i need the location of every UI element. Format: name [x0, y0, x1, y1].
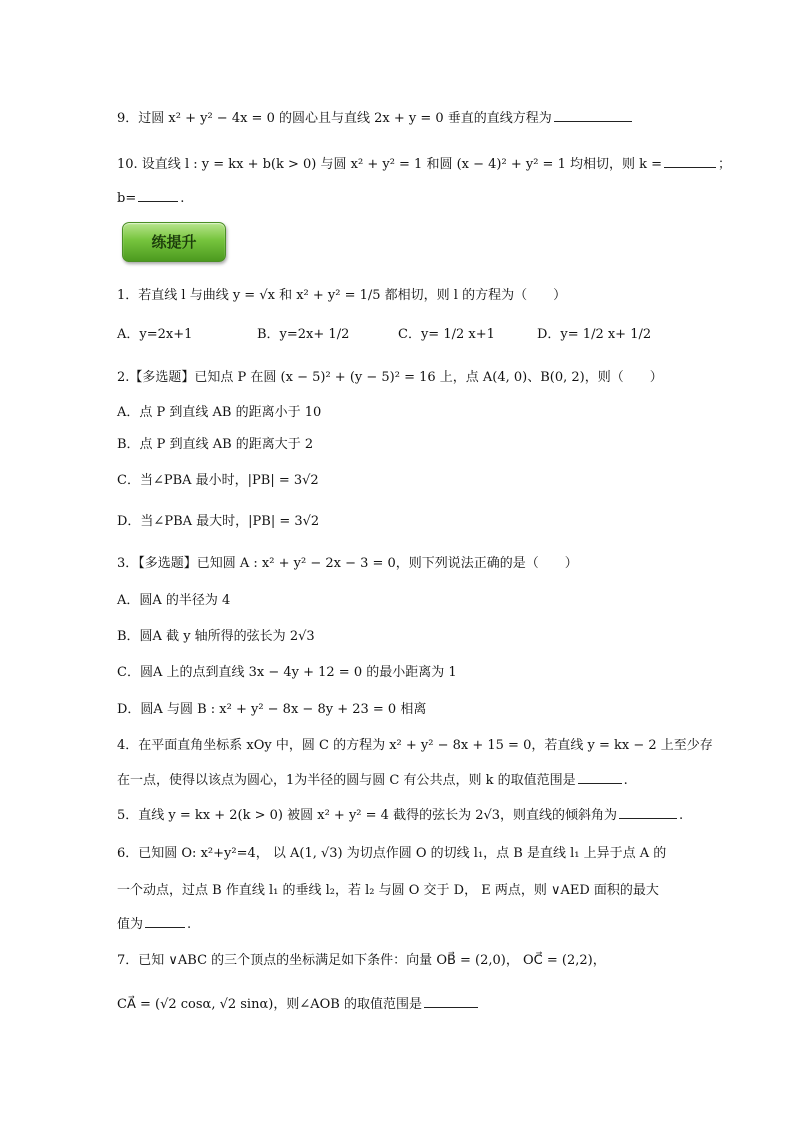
problem-7-line1: 7．已知 ∨ABC 的三个顶点的坐标满足如下条件：向量 OB⃗ = (2,0)， OC⃗ = (2,2)，	[117, 953, 606, 968]
problem-6-line2: 一个动点，过点 B 作直线 l₁ 的垂线 l₂，若 l₂ 与圆 O 交于 D， E 两点，则 ∨AED 面积的最大	[117, 883, 659, 898]
problem-1-stem: 1．若直线 l 与曲线 y = √x 和 x² + y² = 1/5 都相切，则 l 的方程为（ ）	[117, 288, 567, 303]
question-10-line2	[117, 188, 184, 208]
problem-6-line1: 6．已知圆 O: x²+y²=4， 以 A(1, √3) 为切点作圆 O 的切线 l₁，点 B 是直线 l₁ 上异于点 A 的	[117, 846, 667, 861]
problem-1-option-c[interactable]: C．y= 1/2 x+1	[398, 327, 495, 342]
problem-2-stem: 2.【多选题】已知点 P 在圆 (x − 5)² + (y − 5)² = 16 上，点 A(4, 0)、B(0, 2)，则（ ）	[117, 370, 663, 385]
problem-1-option-b[interactable]: B．y=2x+ 1/2	[257, 327, 350, 342]
problem-2-option-b[interactable]: B．点 P 到直线 AB 的距离大于 2	[117, 437, 314, 452]
problem-7-text: CA⃗ = (√2 cosα, √2 sinα)，则∠AOB 的取值范围是	[117, 997, 422, 1012]
answer-blank[interactable]	[554, 108, 632, 122]
answer-blank[interactable]	[145, 914, 185, 928]
answer-blank[interactable]	[424, 994, 478, 1008]
problem-6-line3	[117, 914, 191, 934]
problem-4-line1: 4．在平面直角坐标系 xOy 中，圆 C 的方程为 x² + y² − 8x + 15 = 0，若直线 y = kx − 2 上至少存	[117, 738, 713, 753]
problem-3-option-d[interactable]: D．圆A 与圆 B : x² + y² − 8x − 8y + 23 = 0 相离	[117, 702, 427, 717]
problem-3-stem: 3．【多选题】已知圆 A : x² + y² − 2x − 3 = 0，则下列说法正确的是（ ）	[117, 556, 578, 571]
problem-3-option-c[interactable]: C．圆A 上的点到直线 3x − 4y + 12 = 0 的最小距离为 1	[117, 665, 457, 680]
question-10-b-label: b=	[117, 191, 137, 206]
punctuation: .	[623, 773, 628, 788]
problem-4-line2	[117, 770, 628, 790]
punctuation: .	[187, 917, 192, 932]
problem-3-option-a[interactable]: A．圆A 的半径为 4	[117, 593, 231, 608]
problem-1-option-a[interactable]: A．y=2x+1	[117, 327, 193, 342]
answer-blank[interactable]	[578, 770, 622, 784]
problem-5-text: 5．直线 y = kx + 2(k > 0) 被圆 x² + y² = 4 截得的弦长为 2√3，则直线的倾斜角为	[117, 808, 618, 823]
problem-6-text: 值为	[117, 917, 144, 932]
answer-blank[interactable]	[619, 805, 677, 819]
problem-1-option-d[interactable]: D．y= 1/2 x+ 1/2	[537, 327, 652, 342]
punctuation: .	[679, 808, 684, 823]
section-badge: 练提升	[122, 222, 226, 262]
question-10-line1	[117, 154, 731, 174]
question-9	[117, 108, 634, 128]
question-10-text: 10. 设直线 l : y = kx + b(k > 0) 与圆 x² + y² = 1 和圆 (x − 4)² + y² = 1 均相切，则 k =	[117, 157, 663, 172]
problem-2-option-d[interactable]: D．当∠PBA 最大时，|PB| = 3√2	[117, 514, 320, 529]
problem-2-option-a[interactable]: A．点 P 到直线 AB 的距离小于 10	[117, 405, 322, 420]
problem-5	[117, 805, 683, 825]
problem-7-line2	[117, 994, 480, 1014]
problem-3-option-b[interactable]: B．圆A 截 y 轴所得的弦长为 2√3	[117, 629, 315, 644]
answer-blank-k[interactable]	[664, 154, 716, 168]
problem-2-option-c[interactable]: C．当∠PBA 最小时，|PB| = 3√2	[117, 473, 319, 488]
answer-blank-b[interactable]	[138, 188, 178, 202]
problem-4-text: 在一点，使得以该点为圆心，1为半径的圆与圆 C 有公共点，则 k 的取值范围是	[117, 773, 576, 788]
punctuation: ；	[718, 157, 732, 172]
punctuation: .	[180, 191, 185, 206]
question-9-text: 9．过圆 x² + y² − 4x = 0 的圆心且与直线 2x + y = 0 垂直的直线方程为	[117, 111, 552, 126]
